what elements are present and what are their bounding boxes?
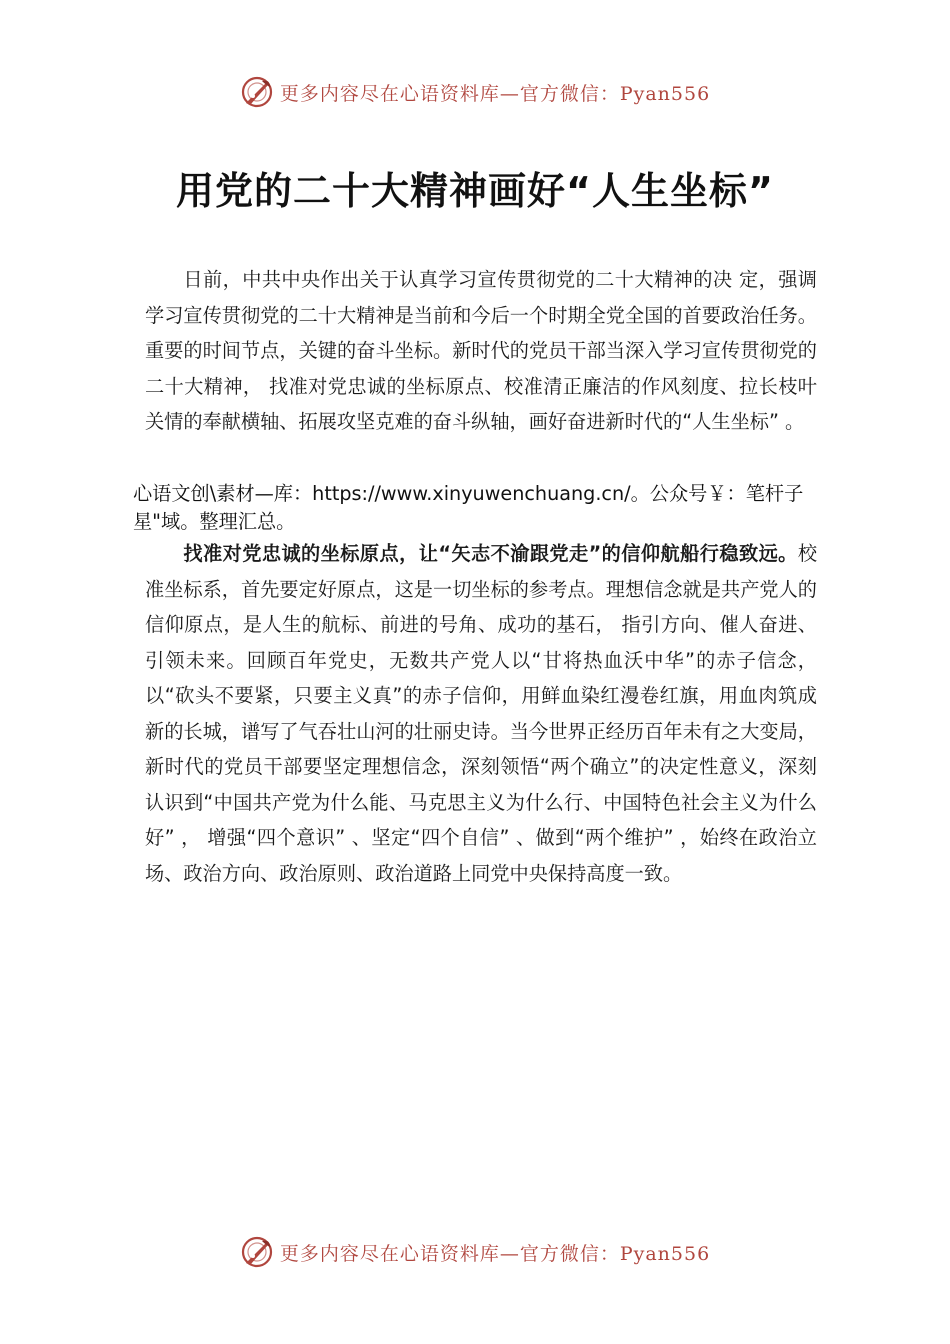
section-lead-sentence: 找准对党忠诚的坐标原点，让“矢志不渝跟党走”的信仰航船行稳致远。 <box>183 542 798 565</box>
paragraph-section-1 <box>145 536 817 891</box>
footer-watermark <box>0 1232 950 1272</box>
quill-pen-logo-icon <box>240 75 274 109</box>
document-title: 用党的二十大精神画好“人生坐标” <box>176 169 774 213</box>
watermark-text: 更多内容尽在心语资料库—官方微信：Pyan556 <box>279 82 711 105</box>
watermark-text: 更多内容尽在心语资料库—官方微信：Pyan556 <box>279 1242 711 1265</box>
quill-pen-logo-icon <box>240 1235 274 1269</box>
paragraph-intro: 日前，中共中央作出关于认真学习宣传贯彻党的二十大精神的决 定，强调学习宣传贯彻党的二十大精神是当前和今后一个时期全党全国的首要政治任务。 重要的时间节点，关键的奋斗坐标。新时代的党员干部当深入学习宣传贯彻党的二十大精神， 找准对党忠诚的坐标原点、校准清正廉洁的作风刻度、拉长枝叶关情的奉献横轴、拓展攻坚克难的奋斗纵轴，画好奋进新时代的“人生坐标” 。 <box>145 268 817 433</box>
header-watermark <box>0 72 950 112</box>
section-body-text: 校准坐标系，首先要定好原点，这是一切坐标的参考点。理想信念就是共产党人的信仰原点，是人生的航标、前进的号角、成功的基石， 指引方向、催人奋进、引领未来。回顾百年党史，无数共产党人以“甘将热血沃中华”的赤子信念，以“砍头不要紧，只要主义真”的赤子信仰，用鲜血染红漫卷红旗，用血肉筑成新的长城，谱写了气吞壮山河的壮丽史诗。当今世界正经历百年未有之大变局，新时代的党员干部要坚定理想信念，深刻领悟“两个确立”的决定性意义，深刻认识到“中国共产党为什么能、马克思主义为什么行、中国特色社会主义为什么好” ， 增强“四个意识” 、坚定“四个自信” 、做到“两个维护” ，始终在政治立场、政治方向、政治原则、政治道路上同党中央保持高度一致。 <box>145 542 817 885</box>
source-note: 心语文创\素材—库：https://www.xinyuwenchuang.cn/。公众号￥：笔杆子星"域。整理汇总。 <box>133 482 804 533</box>
